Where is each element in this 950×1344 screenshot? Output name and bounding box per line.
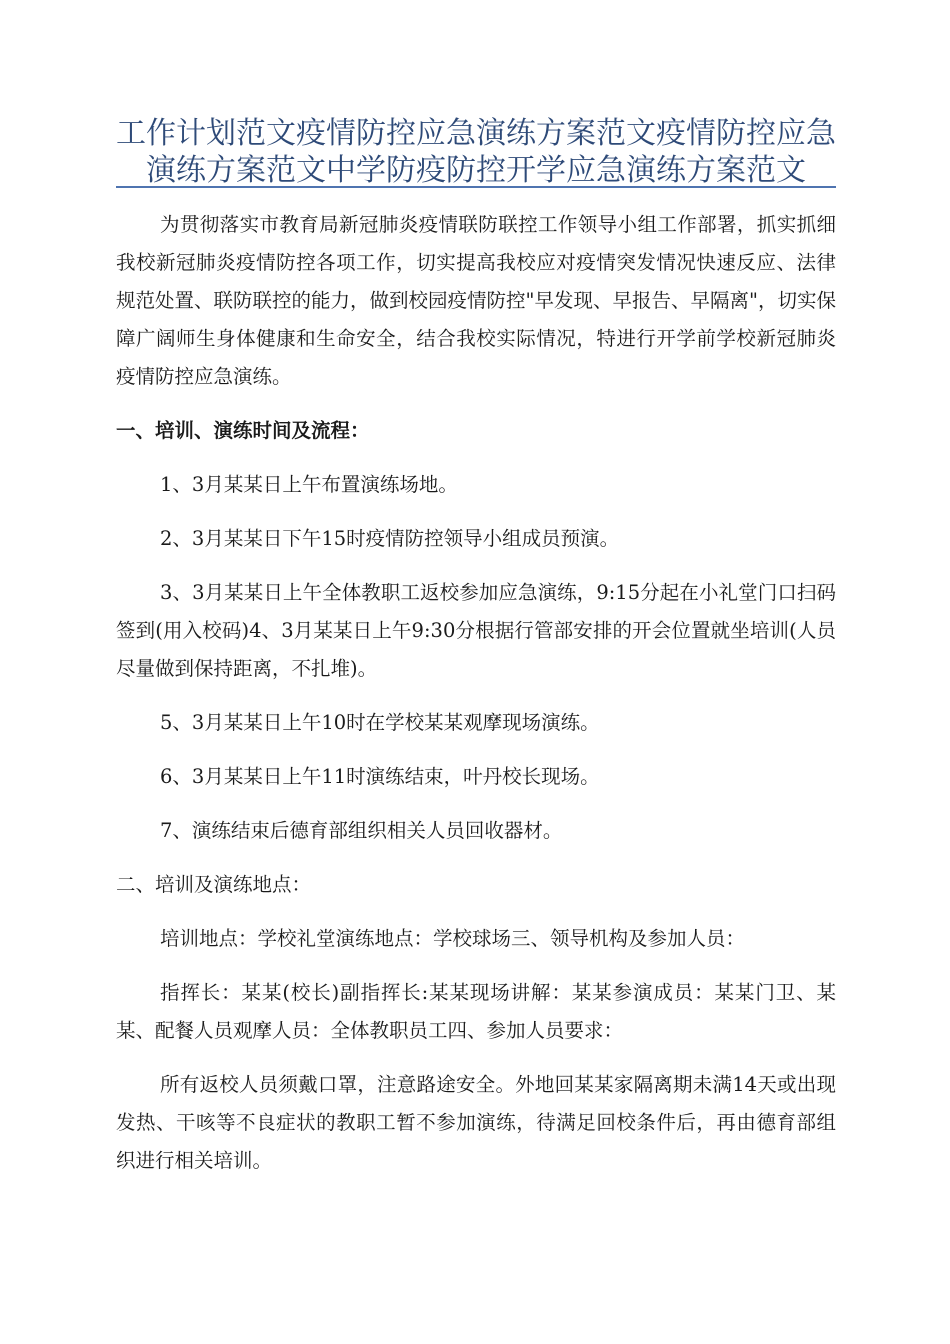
requirements-paragraph: 所有返校人员须戴口罩，注意路途安全。外地回某某家隔离期未满14天或出现发热、干咳等不良症状的教职工暂不参加演练，待满足回校条件后，再由德育部组织进行相关培训。 [116, 1073, 836, 1172]
schedule-item-2: 2、3月某某日下午15时疫情防控领导小组成员预演。 [160, 527, 620, 550]
schedule-item-7: 7、演练结束后德育部组织相关人员回收器材。 [160, 819, 563, 842]
locations-paragraph: 培训地点：学校礼堂演练地点：学校球场三、领导机构及参加人员： [160, 927, 746, 950]
title-underline [116, 186, 836, 188]
leaders-paragraph: 指挥长：某某(校长)副指挥长:某某现场讲解：某某参演成员：某某门卫、某某、配餐人员观摩人员：全体教职员工四、参加人员要求： [116, 981, 836, 1042]
section-heading-schedule: 一、培训、演练时间及流程： [116, 419, 370, 442]
schedule-item-3-4: 3、3月某某日上午全体教职工返校参加应急演练，9:15分起在小礼堂门口扫码签到(用入校码)4、3月某某日上午9:30分根据行管部安排的开会位置就坐培训(人员尽量做到保持距离，不扎堆)。 [116, 581, 836, 680]
section-heading-locations: 二、培训及演练地点： [116, 873, 312, 896]
intro-paragraph: 为贯彻落实市教育局新冠肺炎疫情联防联控工作领导小组工作部署，抓实抓细我校新冠肺炎疫情防控各项工作，切实提高我校应对疫情突发情况快速反应、法律规范处置、联防联控的能力，做到校园疫情防控"早发现、早报告、早隔离"，切实保障广阔师生身体健康和生命安全，结合我校实际情况，特进行开学前学校新冠肺炎疫情防控应急演练。 [116, 213, 836, 388]
document-body [116, 206, 836, 1180]
schedule-item-5: 5、3月某某日上午10时在学校某某观摩现场演练。 [160, 711, 600, 734]
document-title: 工作计划范文疫情防控应急演练方案范文疫情防控应急演练方案范文中学防疫防控开学应急演练方案范文 [116, 116, 836, 188]
schedule-item-1: 1、3月某某日上午布置演练场地。 [160, 473, 458, 496]
schedule-item-6: 6、3月某某日上午11时演练结束，叶丹校长现场。 [160, 765, 600, 788]
